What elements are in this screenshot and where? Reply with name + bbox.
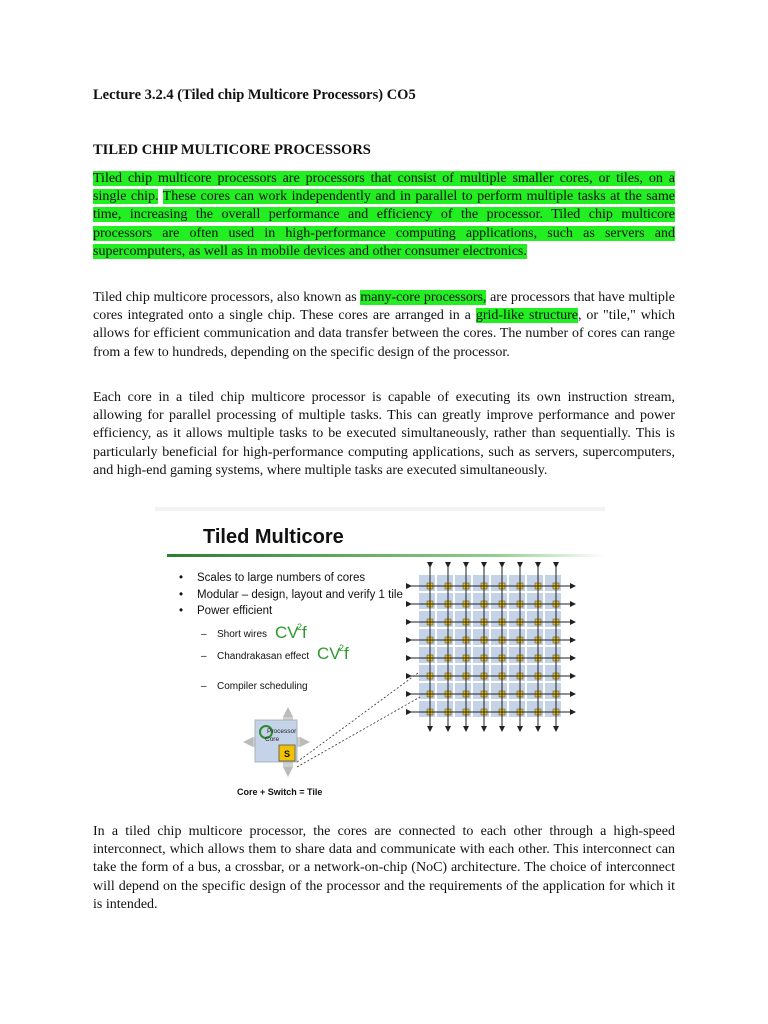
bullet-list xyxy=(179,572,403,617)
zoom-line-bottom xyxy=(297,697,420,767)
text-run: , or "tile," which allows for efficient communication and data transfer between the cores. The number of cores can range from a few to hundreds, depending on the specific design of the processor. xyxy=(93,308,675,360)
tile-detail xyxy=(243,707,310,777)
bullet-dot-1: • xyxy=(179,572,184,584)
figure-caption: Core + Switch = Tile xyxy=(237,787,323,797)
core-label-2: Core xyxy=(265,736,280,743)
formula-1-base: CV xyxy=(275,623,299,642)
tiled-multicore-figure xyxy=(155,507,605,812)
bullet-3: Power efficient xyxy=(197,605,273,617)
bullet-1: Scales to large numbers of cores xyxy=(197,572,366,584)
highlight-parallel: These cores can work independently and in parallel to perform multiple tasks at the same time, increasing the overall performance and efficiency of the processor. Tiled chip multicore processors are often used in high-performance computing applications, such as servers and supercomputers, as well as in mobile devices and other consumer electronics. xyxy=(93,189,675,259)
title-rule xyxy=(167,554,605,557)
core-label-1: Processor xyxy=(267,728,297,735)
section-title: TILED CHIP MULTICORE PROCESSORS xyxy=(93,142,371,158)
sub-item-1: Short wires xyxy=(217,629,268,640)
tile-arrow-up xyxy=(283,707,293,717)
formula-1-sup: 2 xyxy=(297,622,303,632)
zoom-line-top xyxy=(297,673,418,762)
lecture-title: Lecture 3.2.4 (Tiled chip Multicore Processors) CO5 xyxy=(93,87,416,103)
sub-item-3: Compiler scheduling xyxy=(217,681,308,692)
tile-arrow-right xyxy=(300,737,310,747)
paragraph-many-core xyxy=(93,289,675,362)
tile-arrow-left xyxy=(243,737,253,747)
figure-title: Tiled Multicore xyxy=(203,526,344,548)
mesh-tiles xyxy=(419,575,561,717)
switch-label: S xyxy=(284,749,291,759)
sub-dash-2: – xyxy=(201,651,207,662)
formula-2-base: CV xyxy=(317,644,341,663)
bullet-2: Modular – design, layout and verify 1 tile xyxy=(197,589,403,601)
formula-1 xyxy=(275,622,307,642)
text-run: are processors that have multiple cores integrated onto a single chip. These cores are arranged in a xyxy=(93,290,675,324)
sub-dash-3: – xyxy=(201,681,207,692)
figure-top-edge xyxy=(155,507,605,511)
tile-arrow-down xyxy=(283,767,293,777)
formula-2 xyxy=(317,643,349,663)
figure-svg xyxy=(155,507,605,812)
highlight-definition: Tiled chip multicore processors are processors that consist of multiple smaller cores, or tiles, on a single chip. xyxy=(93,171,675,205)
formula-1-tail: f xyxy=(302,623,307,642)
formula-2-sup: 2 xyxy=(339,643,345,653)
formula-2-tail: f xyxy=(344,644,349,663)
paragraph-definition xyxy=(93,170,675,261)
paragraph-interconnect: In a tiled chip multicore processor, the cores are connected to each other through a high-speed interconnect, which allows them to share data and communicate with each other. This interconnect can take the form of a bus, a crossbar, or a network-on-chip (NoC) architecture. The choice of interconnect will depend on the specific design of the processor and the requirements of the application for which it is intended. xyxy=(93,824,675,912)
paragraph-instruction-stream: Each core in a tiled chip multicore processor is capable of executing its own instruction stream, allowing for parallel processing of multiple tasks. This can greatly improve performance and power efficiency, as it allows multiple tasks to be executed simultaneously, rather than sequentially. This is particularly beneficial for high-performance computing applications, such as servers, supercomputers, and high-end gaming systems, where multiple tasks are executed simultaneously. xyxy=(93,390,675,478)
sub-dash-1: – xyxy=(201,629,207,640)
highlight-grid-like: grid-like structure xyxy=(475,308,578,324)
bullet-dot-3: • xyxy=(179,605,184,617)
sub-item-2: Chandrakasan effect xyxy=(217,651,310,662)
text-run: Tiled chip multicore processors, also known as xyxy=(93,290,361,305)
highlight-many-core: many-core processors, xyxy=(360,290,487,305)
bullet-dot-2: • xyxy=(179,589,184,601)
